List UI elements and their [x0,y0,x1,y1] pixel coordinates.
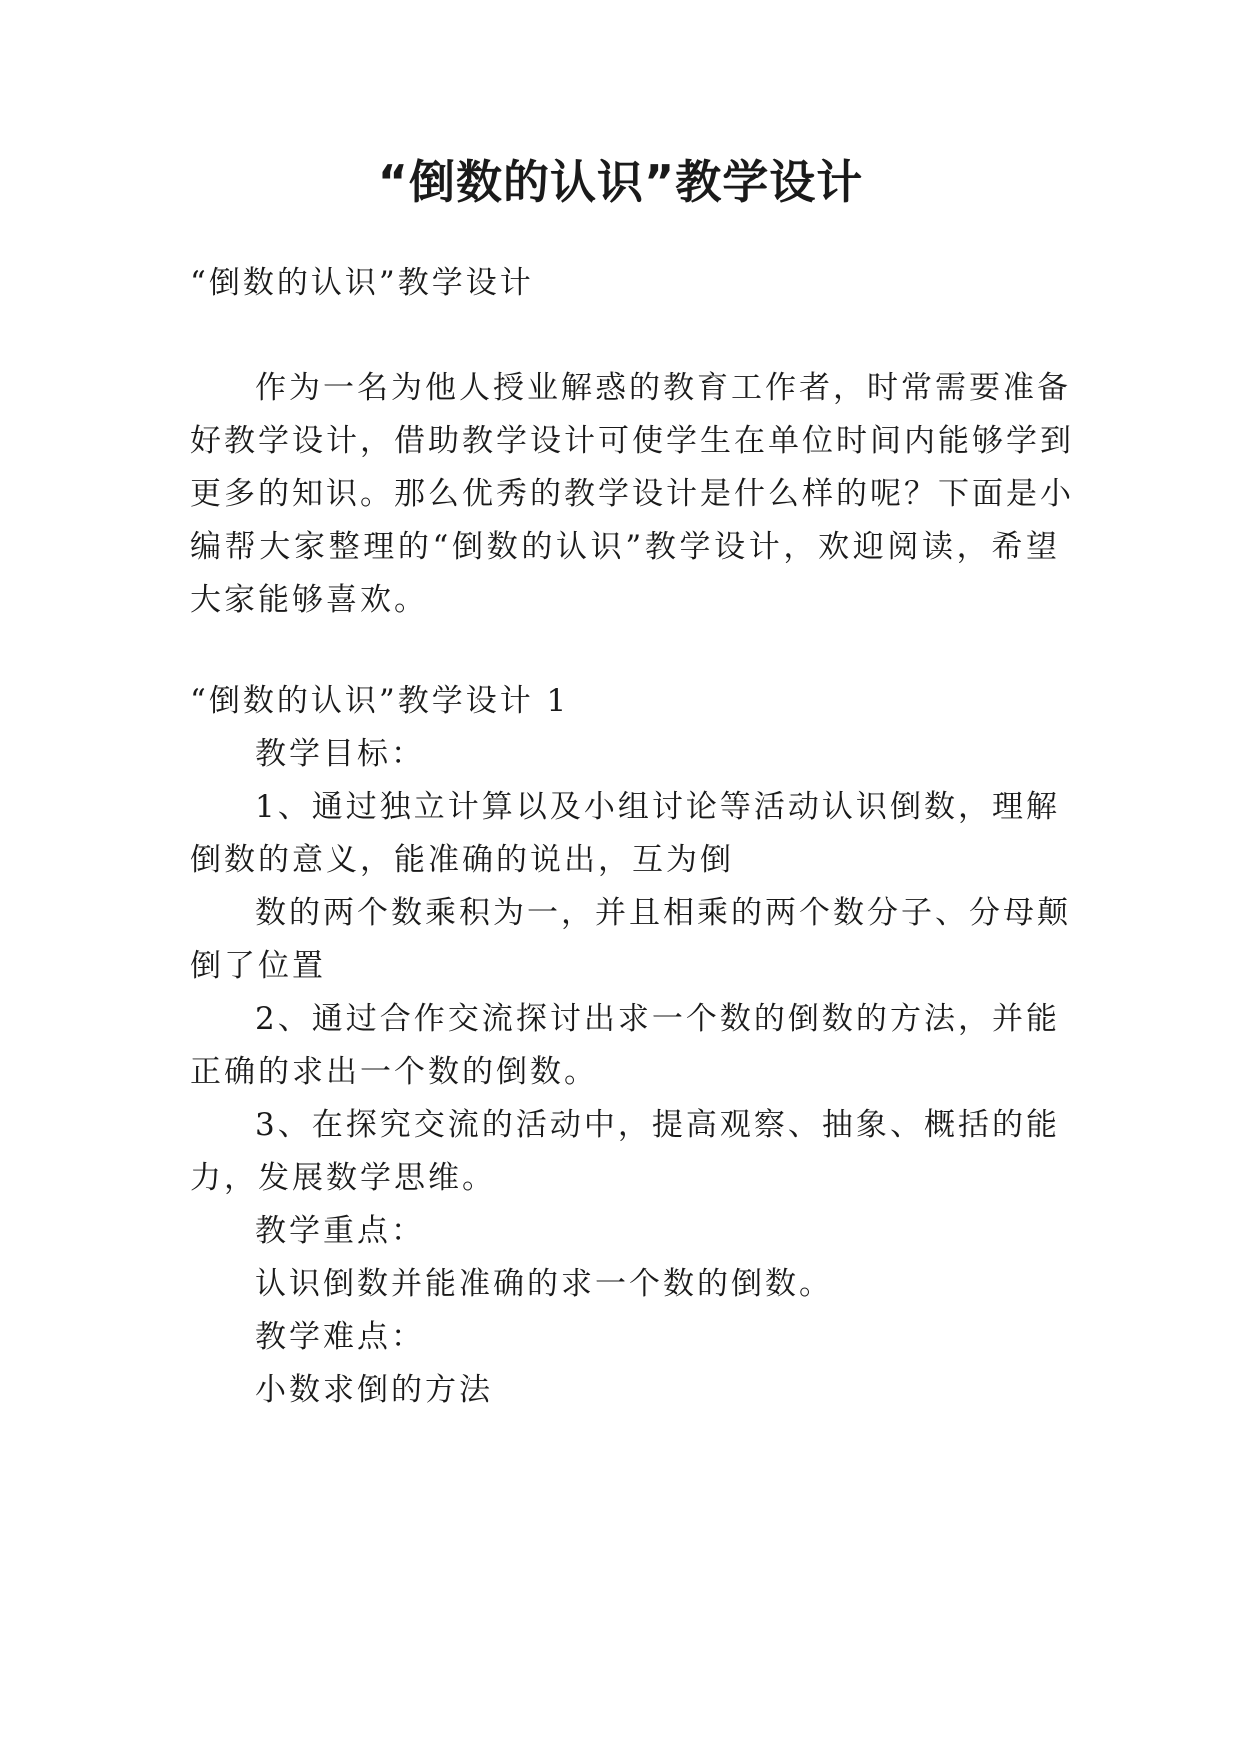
intro-line-5: 大家能够喜欢。 [190,582,428,618]
difficulty-label: 教学难点： [255,1319,425,1355]
objective-3-line-2: 力，发展数学思维。 [190,1160,496,1196]
objective-2-line-1: 2、通过合作交流探讨出求一个数的倒数的方法，并能 [255,1001,1060,1037]
intro-line-4: 编帮大家整理的“倒数的认识”教学设计，欢迎阅读，希望 [190,529,1060,565]
difficulty-text: 小数求倒的方法 [255,1372,493,1408]
document-subtitle: “倒数的认识”教学设计 [190,265,534,301]
key-point-label: 教学重点： [255,1213,425,1249]
objective-1-line-2: 倒数的意义，能准确的说出，互为倒 [190,842,734,878]
intro-line-2: 好教学设计，借助教学设计可使学生在单位时间内能够学到 [190,423,1074,459]
document-title: “倒数的认识”教学设计 [377,155,864,209]
objective-1-line-1: 1、通过独立计算以及小组讨论等活动认识倒数，理解 [255,789,1060,825]
intro-line-3: 更多的知识。那么优秀的教学设计是什么样的呢？下面是小 [190,476,1074,512]
intro-line-1: 作为一名为他人授业解惑的教育工作者，时常需要准备 [255,370,1071,406]
section-heading: “倒数的认识”教学设计 1 [190,683,570,719]
objective-2-line-2: 正确的求出一个数的倒数。 [190,1054,598,1090]
key-point-text: 认识倒数并能准确的求一个数的倒数。 [255,1266,833,1302]
objective-1-line-3: 数的两个数乘积为一，并且相乘的两个数分子、分母颠 [255,895,1071,931]
objectives-label: 教学目标： [255,736,425,772]
objective-1-line-4: 倒了位置 [190,948,326,984]
objective-3-line-1: 3、在探究交流的活动中，提高观察、抽象、概括的能 [255,1107,1060,1143]
